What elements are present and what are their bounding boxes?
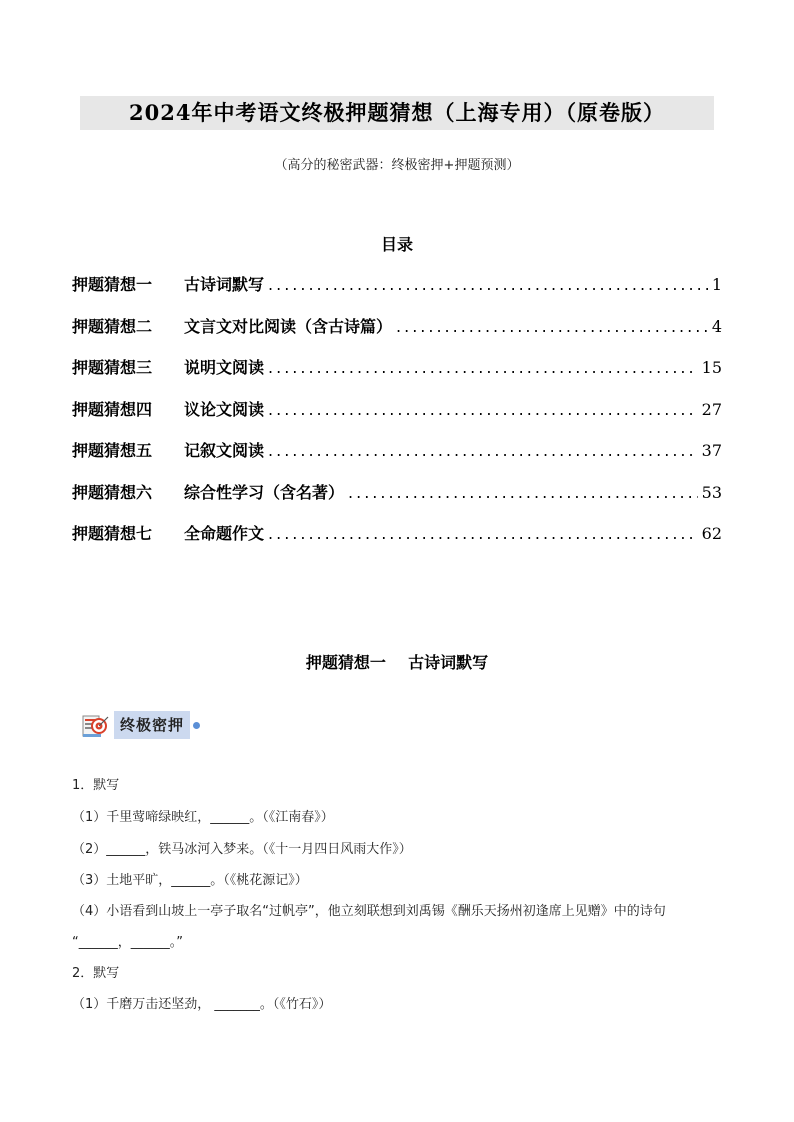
toc-item-title: 古诗词默写 — [184, 275, 265, 294]
toc-item[interactable] — [72, 521, 722, 563]
question-item-continued: “______，______。” — [72, 935, 183, 950]
section-heading: 押题猜想一 古诗词默写 — [305, 653, 489, 672]
badge-dot-icon — [193, 722, 200, 729]
toc-item-title: 综合性学习（含名著） — [184, 482, 345, 502]
toc-item-page: 27 — [701, 399, 722, 419]
toc-leader-dots — [268, 358, 698, 377]
toc-item-title: 议论文阅读 — [184, 399, 265, 419]
toc-item-page: 53 — [701, 482, 722, 502]
toc-item-number: 押题猜想四 — [72, 399, 153, 419]
toc-item[interactable] — [72, 355, 722, 397]
toc-leader-dots — [268, 275, 708, 294]
question-heading: 1．默写 — [72, 778, 120, 793]
toc-leader-dots — [268, 441, 698, 460]
toc-item-page: 1 — [711, 275, 722, 294]
question-item: （1）千磨万击还坚劲， _______。（《竹石》） — [72, 997, 332, 1012]
badge-label: 终极密押 — [114, 711, 190, 739]
document-title: 2024年中考语文终极押题猜想（上海专用）（原卷版） — [129, 100, 665, 125]
toc-item[interactable] — [72, 438, 722, 480]
toc-item-page: 15 — [701, 358, 722, 377]
toc-item-title: 说明文阅读 — [184, 358, 265, 377]
toc-item-title: 文言文对比阅读（含古诗篇） — [184, 316, 393, 336]
toc-item-number: 押题猜想二 — [72, 316, 153, 336]
toc-item-number: 押题猜想三 — [72, 358, 153, 377]
toc-item-number: 押题猜想五 — [72, 441, 153, 460]
toc-item[interactable] — [72, 314, 722, 356]
toc-item[interactable] — [72, 272, 722, 314]
document-subtitle: （高分的秘密武器：终极密押+押题预测） — [274, 158, 520, 173]
question-item: （3）土地平旷，______。（《桃花源记》） — [72, 873, 308, 888]
toc-item-number: 押题猜想一 — [72, 275, 153, 294]
toc-item-title: 记叙文阅读 — [184, 441, 265, 460]
question-item: （1）千里莺啼绿映红，______。（《江南春》） — [72, 810, 334, 825]
toc-item[interactable] — [72, 397, 722, 439]
target-board-icon — [82, 712, 110, 738]
question-item: （2）______，铁马冰河入梦来。（《十一月四日风雨大作》） — [72, 842, 412, 857]
toc-item-page: 4 — [711, 316, 722, 336]
toc-item-page: 37 — [701, 441, 722, 460]
toc-item-title: 全命题作文 — [184, 524, 265, 543]
question-heading: 2．默写 — [72, 966, 120, 981]
toc-leader-dots — [396, 317, 708, 336]
toc-item-number: 押题猜想七 — [72, 524, 153, 543]
toc-heading: 目录 — [380, 235, 413, 254]
toc-leader-dots — [268, 400, 698, 419]
question-item: （4）小语看到山坡上一亭子取名“过帆亭”，他立刻联想到刘禹锡《酬乐天扬州初逢席上见赠》中的诗句 — [72, 904, 666, 919]
table-of-contents — [72, 272, 722, 563]
toc-leader-dots — [268, 524, 698, 543]
toc-item-number: 押题猜想六 — [72, 482, 153, 502]
section-badge — [82, 708, 200, 742]
toc-leader-dots — [348, 483, 698, 502]
toc-item-page: 62 — [701, 524, 722, 543]
title-banner — [80, 96, 714, 130]
toc-item[interactable] — [72, 480, 722, 522]
